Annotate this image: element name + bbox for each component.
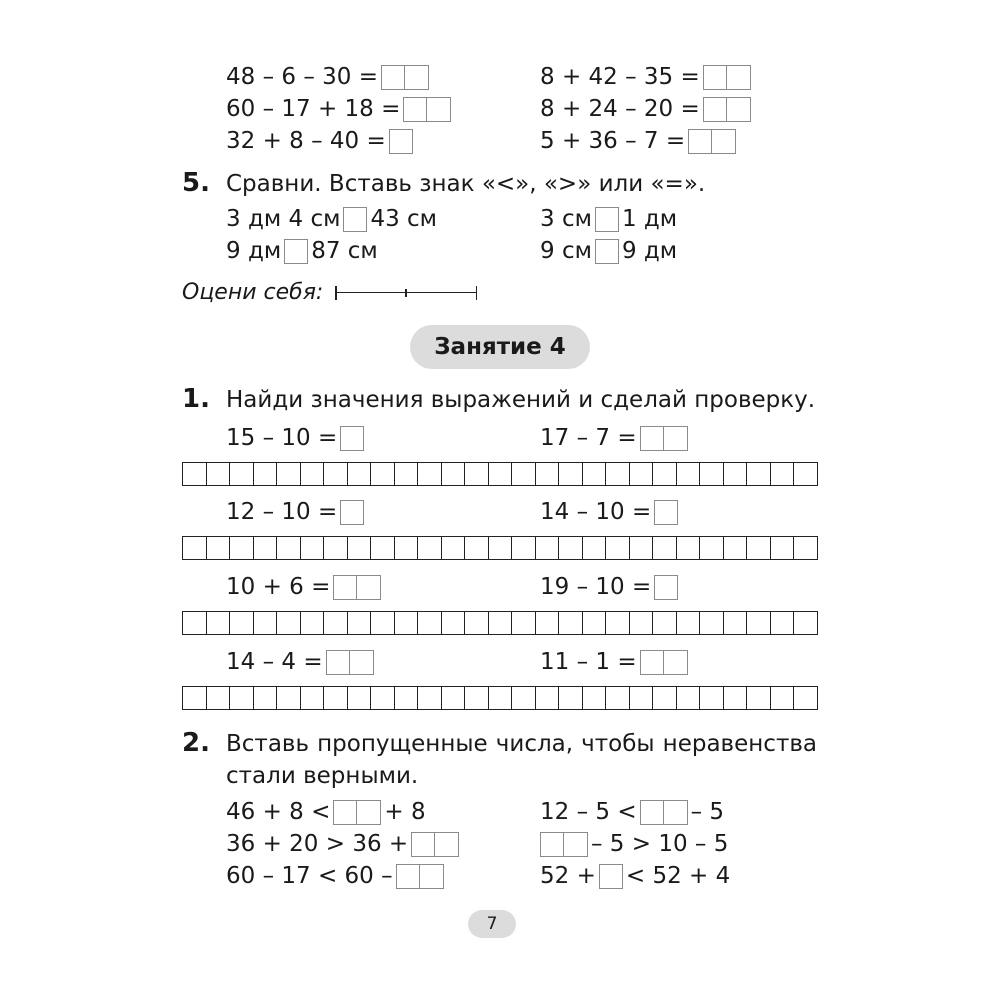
expression-text: 10 + 6 = (226, 574, 331, 600)
expression-text: 12 – 10 = (226, 499, 338, 525)
expression (540, 647, 691, 677)
inequality-left: 46 + 8 < (226, 799, 331, 825)
expression-text: 15 – 10 = (226, 425, 338, 451)
check-grid[interactable] (182, 462, 818, 486)
answer-box[interactable] (654, 575, 678, 600)
task-instruction-continued: стали верными. (226, 763, 419, 789)
task-instruction: Сравни. Вставь знак «<», «>» или «=». (226, 171, 706, 197)
inequality-right: + 8 (384, 799, 426, 825)
answer-box[interactable] (381, 65, 429, 90)
expression-text: 8 + 24 – 20 = (540, 96, 700, 122)
answer-box[interactable] (389, 129, 413, 154)
comparison-right: 43 см (370, 206, 438, 232)
sign-box[interactable] (595, 207, 619, 232)
inequality (226, 829, 462, 859)
inequality-left: 36 + 20 > 36 + (226, 831, 409, 857)
answer-box[interactable] (540, 832, 588, 857)
comparison-left: 9 дм (226, 238, 282, 264)
expression (540, 497, 681, 527)
answer-box[interactable] (411, 832, 459, 857)
inequality-right: – 5 (690, 799, 725, 825)
task-instruction: Найди значения выражений и сделай проверку. (226, 387, 816, 413)
inequality-right: < 52 + 4 (625, 863, 731, 889)
answer-box[interactable] (640, 426, 688, 451)
expression (540, 62, 754, 92)
expression (226, 94, 454, 124)
expression-text: 60 – 17 + 18 = (226, 96, 401, 122)
expression (226, 572, 384, 602)
expression (226, 126, 416, 156)
comparison-left: 9 см (540, 238, 592, 264)
inequality (226, 797, 426, 827)
check-grid[interactable] (182, 686, 818, 710)
inequality-left: 52 + (540, 863, 596, 889)
comparison (226, 236, 378, 266)
task-number: 1. (182, 384, 210, 414)
answer-box[interactable] (333, 575, 381, 600)
sign-box[interactable] (284, 239, 308, 264)
inequality (540, 797, 724, 827)
self-assessment (182, 280, 477, 305)
inequality-left: 12 – 5 < (540, 799, 637, 825)
answer-box[interactable] (326, 650, 374, 675)
task-number: 2. (182, 728, 210, 758)
expression-text: 32 + 8 – 40 = (226, 128, 386, 154)
inequality (226, 861, 447, 891)
sign-box[interactable] (343, 207, 367, 232)
answer-box[interactable] (340, 500, 364, 525)
expression-text: 17 – 7 = (540, 425, 637, 451)
comparison-left: 3 см (540, 206, 592, 232)
expression (226, 647, 377, 677)
inequality-left: 60 – 17 < 60 – (226, 863, 393, 889)
inequality (540, 861, 730, 891)
answer-box[interactable] (640, 800, 688, 825)
expression (540, 423, 691, 453)
answer-box[interactable] (703, 65, 751, 90)
expression (226, 497, 367, 527)
comparison-right: 9 дм (621, 238, 678, 264)
expression (540, 126, 739, 156)
answer-box[interactable] (333, 800, 381, 825)
sign-box[interactable] (595, 239, 619, 264)
expression-text: 5 + 36 – 7 = (540, 128, 686, 154)
expression-text: 48 – 6 – 30 = (226, 64, 378, 90)
expression-text: 11 – 1 = (540, 649, 637, 675)
expression (226, 423, 367, 453)
lesson-title: Занятие 4 (410, 325, 590, 369)
self-assessment-label: Оцени себя: (182, 280, 324, 305)
expression-text: 19 – 10 = (540, 574, 652, 600)
expression-text: 14 – 10 = (540, 499, 652, 525)
comparison-right: 1 дм (621, 206, 678, 232)
task-number: 5. (182, 168, 210, 198)
answer-box[interactable] (688, 129, 736, 154)
answer-box[interactable] (640, 650, 688, 675)
comparison (226, 204, 437, 234)
answer-box[interactable] (654, 500, 678, 525)
self-assessment-scale[interactable] (335, 286, 477, 300)
expression (226, 62, 432, 92)
comparison-right: 87 см (311, 238, 378, 264)
expression (540, 94, 754, 124)
comparison (540, 236, 677, 266)
expression-text: 8 + 42 – 35 = (540, 64, 700, 90)
answer-box[interactable] (340, 426, 364, 451)
check-grid[interactable] (182, 536, 818, 560)
answer-box[interactable] (396, 864, 444, 889)
page-number: 7 (468, 910, 516, 938)
comparison (540, 204, 677, 234)
expression (540, 572, 681, 602)
comparison-left: 3 дм 4 см (226, 206, 341, 232)
check-grid[interactable] (182, 611, 818, 635)
inequality (540, 829, 728, 859)
answer-box[interactable] (703, 97, 751, 122)
answer-box[interactable] (403, 97, 451, 122)
answer-box[interactable] (599, 864, 623, 889)
task-instruction: Вставь пропущенные числа, чтобы неравенства (226, 731, 817, 757)
inequality-right: – 5 > 10 – 5 (591, 831, 729, 857)
expression-text: 14 – 4 = (226, 649, 323, 675)
